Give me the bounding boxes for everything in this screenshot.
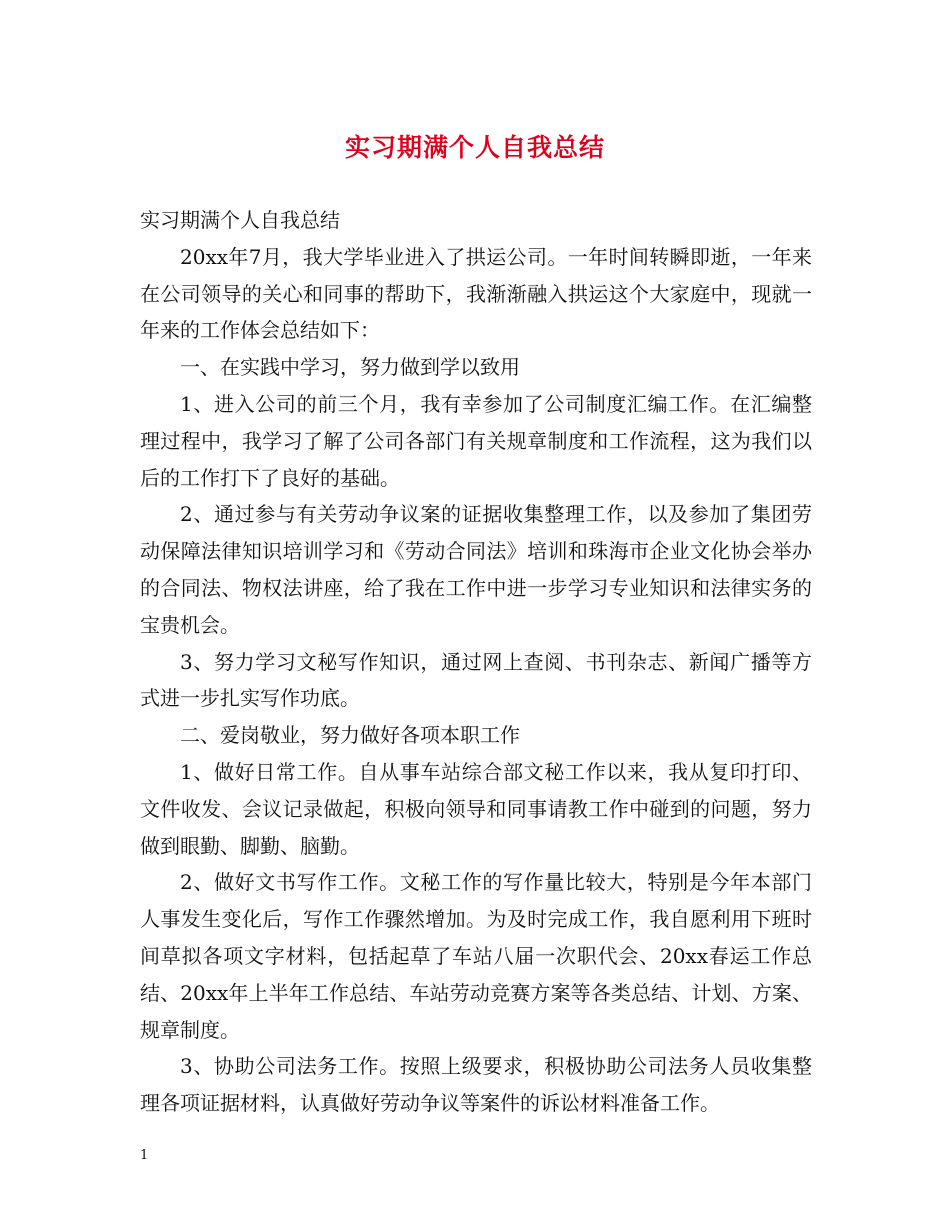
body-paragraph: 2、通过参与有关劳动争议案的证据收集整理工作，以及参加了集团劳动保障法律知识培训学习和《劳动合同法》培训和珠海市企业文化协会举办的合同法、物权法讲座，给了我在工作中进一步学习专业知识和法律实务的宝贵机会。 <box>140 502 812 637</box>
subtitle-paragraph: 实习期满个人自我总结 <box>140 208 340 232</box>
document-title: 实习期满个人自我总结 <box>344 133 605 162</box>
page-number: 1 <box>140 1148 149 1163</box>
body-paragraph: 3、协助公司法务工作。按照上级要求，积极协助公司法务人员收集整理各项证据材料，认真做好劳动争议等案件的诉讼材料准备工作。 <box>140 1054 812 1116</box>
document-body <box>140 202 812 1122</box>
intro-paragraph: 20xx年7月，我大学毕业进入了拱运公司。一年时间转瞬即逝，一年来在公司领导的关心和同事的帮助下，我渐渐融入拱运这个大家庭中，现就一年来的工作体会总结如下： <box>140 244 812 343</box>
body-paragraph: 1、做好日常工作。自从事车站综合部文秘工作以来，我从复印打印、文件收发、会议记录做起，积极向领导和同事请教工作中碰到的问题，努力做到眼勤、脚勤、脑勤。 <box>140 759 812 858</box>
section-heading-2: 二、爱岗敬业，努力做好各项本职工作 <box>180 723 520 748</box>
body-paragraph: 3、努力学习文秘写作知识，通过网上查阅、书刊杂志、新闻广播等方式进一步扎实写作功底。 <box>140 649 812 711</box>
section-heading-1: 一、在实践中学习，努力做到学以致用 <box>180 355 520 380</box>
body-paragraph: 1、进入公司的前三个月，我有幸参加了公司制度汇编工作。在汇编整理过程中，我学习了解了公司各部门有关规章制度和工作流程，这为我们以后的工作打下了良好的基础。 <box>140 391 812 490</box>
body-paragraph: 2、做好文书写作工作。文秘工作的写作量比较大，特别是今年本部门人事发生变化后，写作工作骤然增加。为及时完成工作，我自愿利用下班时间草拟各项文字材料，包括起草了车站八届一次职代会、20xx春运工作总结、20xx年上半年工作总结、车站劳动竞赛方案等各类总结、计划、方案、规章制度。 <box>140 870 812 1042</box>
